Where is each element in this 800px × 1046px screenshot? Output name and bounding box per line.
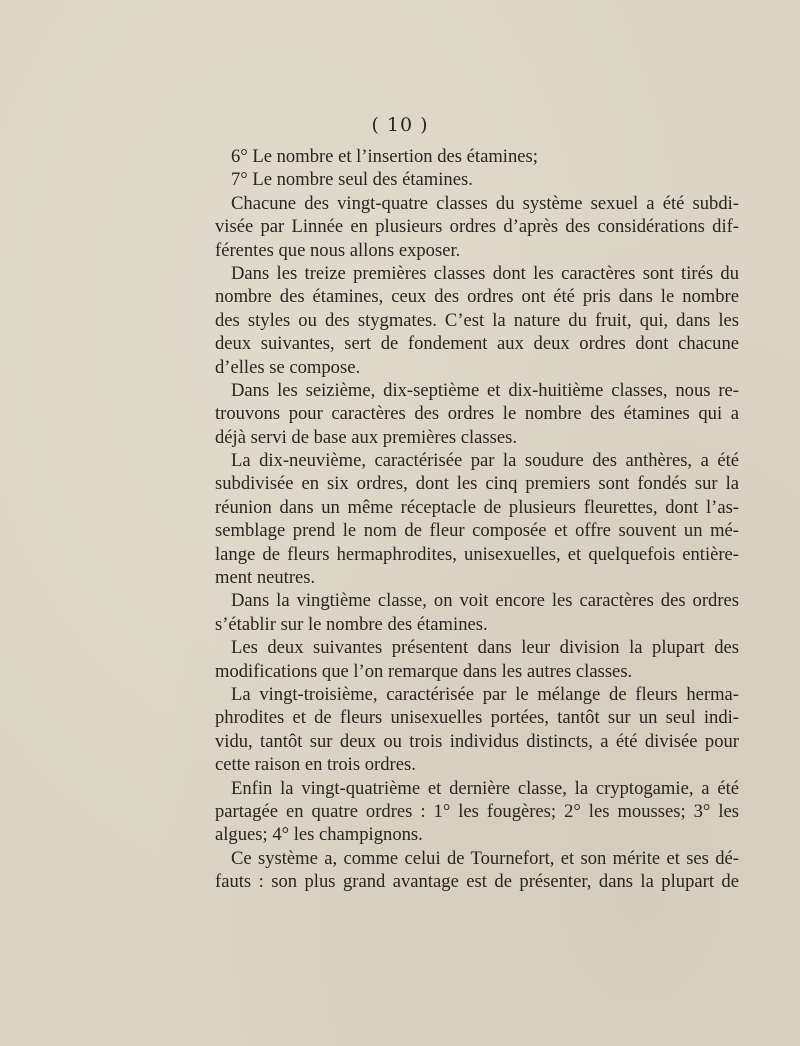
text-line: trouvons pour caractères des ordres le nombre des étamines qui a [215, 403, 739, 425]
text-line: férentes que nous allons exposer. [215, 239, 461, 261]
body-text [215, 145, 739, 894]
text-line: vidu, tantôt sur deux ou trois individus distincts, a été divisée pour [215, 730, 739, 752]
text-line: s’établir sur le nombre des étamines. [215, 613, 488, 635]
text-line: 7° Le nombre seul des étamines. [231, 169, 473, 191]
text-line: fauts : son plus grand avantage est de présenter, dans la plupart de [215, 871, 739, 893]
text-line: déjà servi de base aux premières classes. [215, 426, 518, 448]
text-line: Dans les seizième, dix-septième et dix-huitième classes, nous re- [231, 379, 739, 401]
text-line: modifications que l’on remarque dans les autres classes. [215, 660, 633, 682]
text-line: La vingt-troisième, caractérisée par le mélange de fleurs herma- [231, 683, 739, 705]
text-line: Enfin la vingt-quatrième et dernière classe, la cryptogamie, a été [231, 777, 739, 799]
text-line: 6° Le nombre et l’insertion des étamines; [231, 146, 538, 167]
text-line: phrodites et de fleurs unisexuelles portées, tantôt sur un seul indi- [215, 707, 739, 729]
page-number: ( 10 ) [371, 114, 429, 136]
text-line: Les deux suivantes présentent dans leur division la plupart des [231, 637, 739, 659]
text-line: ment neutres. [215, 567, 316, 589]
text-line: réunion dans un même réceptacle de plusieurs fleurettes, dont l’as- [215, 496, 739, 518]
text-line: Ce système a, comme celui de Tournefort, et son mérite et ses dé- [231, 847, 739, 869]
text-line: semblage prend le nom de fleur composée et offre souvent un mé- [215, 520, 739, 542]
text-line: Chacune des vingt-quatre classes du système sexuel a été subdi- [231, 192, 739, 214]
text-line: lange de fleurs hermaphrodites, unisexuelles, et quelquefois entière- [215, 543, 739, 565]
text-line: Dans les treize premières classes dont les caractères sont tirés du [231, 262, 739, 284]
text-line: La dix-neuvième, caractérisée par la soudure des anthères, a été [231, 450, 739, 472]
text-line: deux suivantes, sert de fondement aux deux ordres dont chacune [215, 333, 739, 355]
text-line: nombre des étamines, ceux des ordres ont été pris dans le nombre [215, 286, 739, 308]
text-line: des styles ou des stygmates. C’est la nature du fruit, qui, dans les [215, 309, 739, 331]
text-line: visée par Linnée en plusieurs ordres d’après des considérations dif- [215, 216, 739, 238]
text-line: Dans la vingtième classe, on voit encore les caractères des ordres [231, 590, 739, 612]
text-line: algues; 4° les champignons. [215, 824, 423, 846]
text-line: partagée en quatre ordres : 1° les fougères; 2° les mousses; 3° les [215, 800, 739, 822]
text-line: cette raison en trois ordres. [215, 754, 416, 776]
text-line: subdivisée en six ordres, dont les cinq premiers sont fondés sur la [215, 473, 739, 495]
text-line: d’elles se compose. [215, 356, 361, 378]
